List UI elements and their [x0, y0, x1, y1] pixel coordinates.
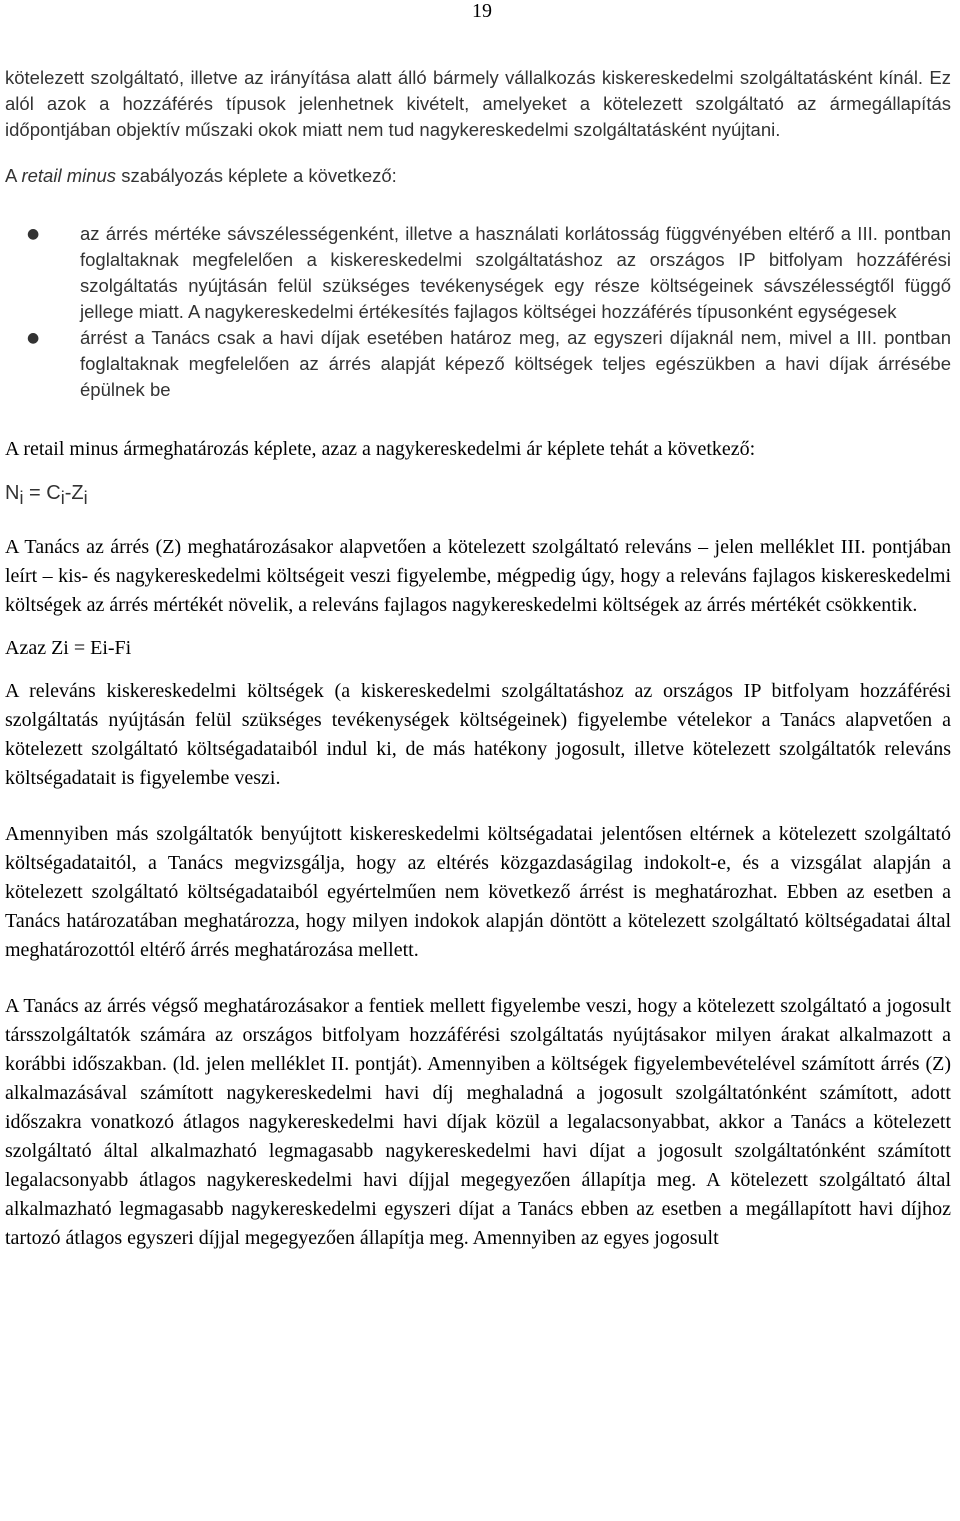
tanacs-arres-paragraph: A Tanács az árrés (Z) meghatározásakor alapvetően a kötelezett szolgáltató releváns – jelen melléklet III. pontjában leírt – kis- és nagykereskedelmi költségeit veszi figyelembe, mégpedig úgy, hogy a releváns fajlagos kiskereskedelmi költségek az árrés mértékét növelik, a releváns fajlagos nagykereskedelmi költségek az árrés mértékét csökkentik.	[5, 536, 951, 616]
formula-bullet-list	[5, 221, 951, 403]
relevans-costs-paragraph: A releváns kiskereskedelmi költségek (a kiskereskedelmi szolgáltatáshoz az országos IP bitfolyam hozzáférési szolgáltatás nyújtásán felül szükséges tevékenységek költségeinek) figyelembe vételekor a Tanács alapvetően a kötelezett szolgáltató költségadataiból indul ki, de más hatékony jogosult, illetve kötelezett szolgáltatók releváns költségadatait is figyelembe veszi.	[5, 680, 951, 789]
formula-intro-paragraph: A retail minus ármeghatározás képlete, azaz a nagykereskedelmi ár képlete tehát a következő:	[5, 438, 756, 460]
bullet-item	[5, 325, 951, 403]
intro-paragraph: kötelezett szolgáltató, illetve az irányítása alatt álló bármely vállalkozás kiskereskedelmi szolgáltatásként kínál. Ez alól azok a hozzáférés típusok jelenhetnek kivételt, amelyeket a kötelezett szolgáltató az ármegállapítás időpontjában objektív műszaki okok miatt nem tud nagykereskedelmi szolgáltatásként nyújtani.	[5, 67, 951, 140]
lead-italic-term: retail minus	[21, 165, 117, 186]
formula-minus: -Z	[64, 482, 84, 504]
formula-z-sub: i	[83, 488, 88, 508]
bullet-text: az árrés mértéke sávszélességenként, illetve a használati korlátosság függvényében eltérő a III. pontban foglaltaknak megfelelően a kiskereskedelmi szolgáltatáshoz az országos IP bitfolyam hozzáférési szolgáltatás nyújtásán felül szükséges tevékenységek egy része költségeinek sávszélességtől függő jellege miatt. A nagykereskedelmi értékesítés fajlagos költségei hozzáférés típusonként egységesek	[80, 223, 951, 322]
lead-prefix: A	[5, 165, 22, 186]
vegso-meghatarozas-paragraph: A Tanács az árrés végső meghatározásakor a fentiek mellett figyelembe veszi, hogy a kötelezett szolgáltató a jogosult társszolgáltatók számára az országos bitfolyam hozzáférési szolgáltatás nyújtásakor milyen árakat alkalmazott a korábbi időszakban. (ld. jelen melléklet II. pontját). Amennyiben a költségek figyelembevételével számított árrés (Z) alkalmazásával számított nagykereskedelmi havi díj meghaladná a jogosult szolgáltatónként számított, adott időszakra vonatkozó átlagos nagykereskedelmi havi díjak közül a legalacsonyabbat, akkor a Tanács a kötelezett szolgáltató által alkalmazható legmagasabb nagykereskedelmi havi díjat a jogosult szolgáltatónként számított legalacsonyabb átlagos nagykereskedelmi havi díjjal megegyezően állapítja meg. A kötelezett szolgáltató által alkalmazható legmagasabb nagykereskedelmi egyszeri díjat a Tanács ebben az esetben a megállapított havi díjhoz tartozó átlagos egyszeri díjjal megegyezően állapítja meg. Amennyiben az egyes jogosult	[5, 995, 951, 1249]
retail-minus-lead	[5, 163, 951, 189]
bullet-item	[5, 221, 951, 325]
formula-c-sub: i	[60, 488, 65, 508]
formula-n-sub: i	[19, 488, 24, 508]
formula-n: N	[5, 482, 20, 504]
azaz-formula-paragraph: Azaz Zi = Ei-Fi	[5, 637, 132, 659]
page-number: 19	[472, 0, 492, 22]
lead-suffix: szabályozás képlete a következő:	[116, 165, 397, 186]
formula	[5, 478, 951, 513]
formula-eq: = C	[23, 482, 61, 504]
amennyiben-paragraph: Amennyiben más szolgáltatók benyújtott kiskereskedelmi költségadatai jelentősen eltérnek a kötelezett szolgáltató költségadataitól, a Tanács megvizsgálja, hogy az eltérés közgazdaságilag indokolt-e, és a vizsgálat alapján a kötelezett szolgáltató költségadataiból egyértelműen nem következő árrést is meghatározhat. Ebben az esetben a Tanács határozatában meghatározza, hogy milyen indokok alapján döntött a kötelezett szolgáltató költségadatai által meghatározottól eltérő árrés meghatározása mellett.	[5, 823, 951, 961]
bullet-text: árrést a Tanács csak a havi díjak esetében határoz meg, az egyszeri díjaknál nem, mivel a III. pontban foglaltaknak megfelelően az árrés alapját képező költségek teljes egészükben a havi díjak árrésébe épülnek be	[80, 327, 951, 400]
bullet-icon: ●	[27, 226, 40, 242]
document-body	[5, 65, 951, 1253]
bullet-icon: ●	[27, 330, 40, 346]
